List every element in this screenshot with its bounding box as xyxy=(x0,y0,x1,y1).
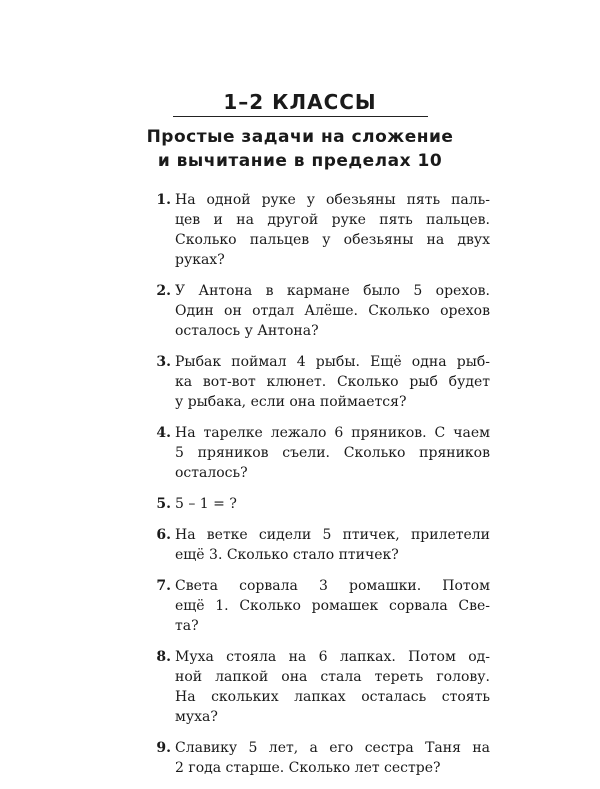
task-line: муха? xyxy=(175,709,218,725)
task-number: 9. xyxy=(156,740,171,756)
section-title-line: Простые задачи на сложение xyxy=(146,127,454,147)
task-text xyxy=(175,576,490,636)
task-text xyxy=(175,190,490,270)
task-line: ка вот-вот клюнет. Сколько рыб будет xyxy=(175,374,490,390)
header-rule xyxy=(173,116,428,117)
task-4 xyxy=(145,423,490,483)
task-line: 5 пряников съели. Сколько пряников xyxy=(175,445,490,461)
task-line: Муха стояла на 6 лапках. Потом од- xyxy=(175,649,490,665)
task-number: 5. xyxy=(156,496,171,512)
task-text xyxy=(175,423,490,483)
task-line: цев и на другой руке пять пальцев. xyxy=(175,212,490,228)
task-line: 5 – 1 = ? xyxy=(175,496,237,512)
task-2 xyxy=(145,281,490,341)
task-number: 3. xyxy=(156,354,171,370)
task-line: Один он отдал Алёше. Сколько орехов xyxy=(175,303,490,319)
task-5 xyxy=(145,494,490,514)
task-line: На ветке сидели 5 птичек, прилетели xyxy=(175,527,490,543)
task-6 xyxy=(145,525,490,565)
task-line: У Антона в кармане было 5 орехов. xyxy=(175,283,490,299)
grade-header: 1–2 КЛАССЫ xyxy=(223,90,377,114)
task-8 xyxy=(145,647,490,727)
task-number: 1. xyxy=(156,192,171,208)
task-line: Света сорвала 3 ромашки. Потом xyxy=(175,578,490,594)
task-line: На скольких лапках осталась стоять xyxy=(175,689,490,705)
task-3 xyxy=(145,352,490,412)
task-list xyxy=(145,190,490,789)
task-text xyxy=(175,494,490,514)
task-text xyxy=(175,647,490,727)
task-1 xyxy=(145,190,490,270)
section-title-line: и вычитание в пределах 10 xyxy=(157,151,443,171)
task-line: руках? xyxy=(175,252,225,268)
section-title xyxy=(0,125,600,173)
task-line: Славику 5 лет, а его сестра Таня на xyxy=(175,740,490,756)
task-number: 6. xyxy=(156,527,171,543)
task-line: осталось? xyxy=(175,465,248,481)
task-9 xyxy=(145,738,490,778)
task-line: ной лапкой она стала тереть голову. xyxy=(175,669,490,685)
task-text xyxy=(175,352,490,412)
task-line: ещё 3. Сколько стало птичек? xyxy=(175,547,399,563)
task-text xyxy=(175,281,490,341)
task-number: 8. xyxy=(156,649,171,665)
task-number: 4. xyxy=(156,425,171,441)
task-line: осталось у Антона? xyxy=(175,323,319,339)
task-text xyxy=(175,738,490,778)
task-line: ещё 1. Сколько ромашек сорвала Све- xyxy=(175,598,490,614)
task-number: 2. xyxy=(156,283,171,299)
task-line: На одной руке у обезьяны пять паль- xyxy=(175,192,490,208)
task-number: 7. xyxy=(156,578,171,594)
task-line: у рыбака, если она поймается? xyxy=(175,394,407,410)
task-line: Сколько пальцев у обезьяны на двух xyxy=(175,232,490,248)
task-7 xyxy=(145,576,490,636)
task-line: На тарелке лежало 6 пряников. С чаем xyxy=(175,425,490,441)
task-line: та? xyxy=(175,618,199,634)
task-text xyxy=(175,525,490,565)
task-line: Рыбак поймал 4 рыбы. Ещё одна рыб- xyxy=(175,354,490,370)
task-line: 2 года старше. Сколько лет сестре? xyxy=(175,760,441,776)
